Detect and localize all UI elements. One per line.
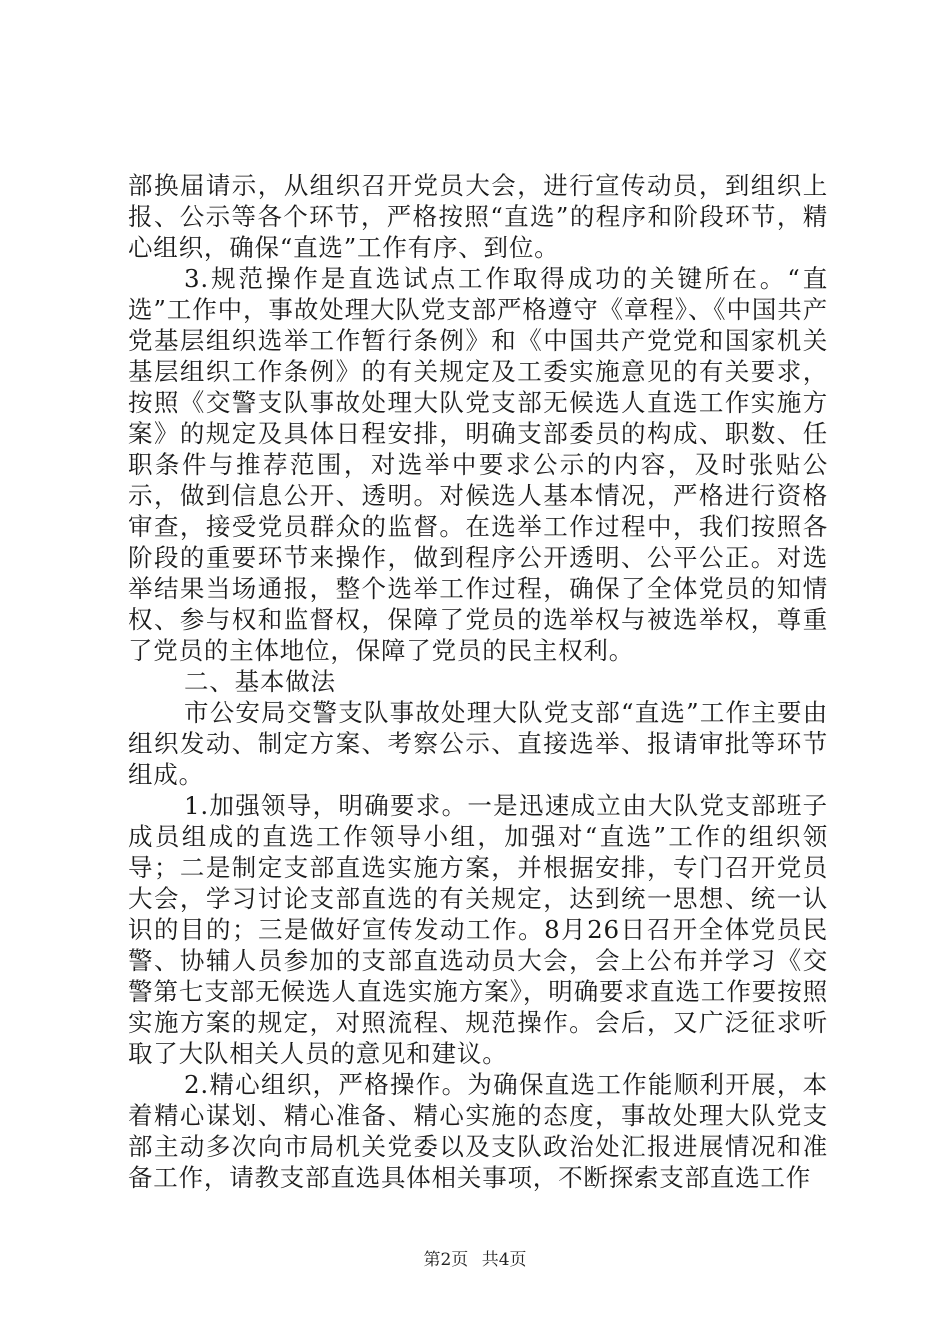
page-number-current: 第2页 bbox=[423, 1250, 469, 1270]
page-footer bbox=[0, 1245, 950, 1270]
paragraph-point-3: 3.规范操作是直选试点工作取得成功的关键所在。“直选”工作中，事故处理大队党支部严格遵守《章程》、《中国共产党基层组织选举工作暂行条例》和《中国共产党党和国家机关基层组织工作条例》的有关规定及工委实施意见的有关要求，按照《交警支队事故处理大队党支部无候选人直选工作实施方案》的规定及具体日程安排，明确支部委员的构成、职数、任职条件与推荐范围，对选举中要求公示的内容，及时张贴公示，做到信息公开、透明。对候选人基本情况，严格进行资格审查，接受党员群众的监督。在选举工作过程中，我们按照各阶段的重要环节来操作，做到程序公开透明、公平公正。对选举结果当场通报，整个选举工作过程，确保了全体党员的知情权、参与权和监督权，保障了党员的选举权与被选举权，尊重了党员的主体地位，保障了党员的民主权利。 bbox=[128, 264, 828, 665]
page-number-total: 共4页 bbox=[481, 1250, 527, 1270]
paragraph-method-2: 2.精心组织，严格操作。为确保直选工作能顺利开展，本着精心谋划、精心准备、精心实施的态度，事故处理大队党支部主动多次向市局机关党委以及支队政治处汇报进展情况和准备工作，请教支部直选具体相关事项，不断探索支部直选工作 bbox=[128, 1070, 828, 1192]
paragraph-intro: 市公安局交警支队事故处理大队党支部“直选”工作主要由组织发动、制定方案、考察公示、直接选举、报请审批等环节组成。 bbox=[128, 698, 828, 789]
document-body bbox=[128, 170, 828, 1193]
paragraph-method-1: 1.加强领导，明确要求。一是迅速成立由大队党支部班子成员组成的直选工作领导小组，加强对“直选”工作的组织领导；二是制定支部直选实施方案，并根据安排，专门召开党员大会，学习讨论支部直选的有关规定，达到统一思想、统一认识的目的；三是做好宣传发动工作。8月26日召开全体党员民警、协辅人员参加的支部直选动员大会，会上公布并学习《交警第七支部无候选人直选实施方案》，明确要求直选工作要按照实施方案的规定，对照流程、规范操作。会后，又广泛征求听取了大队相关人员的意见和建议。 bbox=[128, 791, 828, 1068]
paragraph-continuation: 部换届请示，从组织召开党员大会，进行宣传动员，到组织上报、公示等各个环节，严格按照“直选”的程序和阶段环节，精心组织，确保“直选”工作有序、到位。 bbox=[128, 171, 828, 262]
section-heading-basic-methods: 二、基本做法 bbox=[184, 667, 336, 696]
